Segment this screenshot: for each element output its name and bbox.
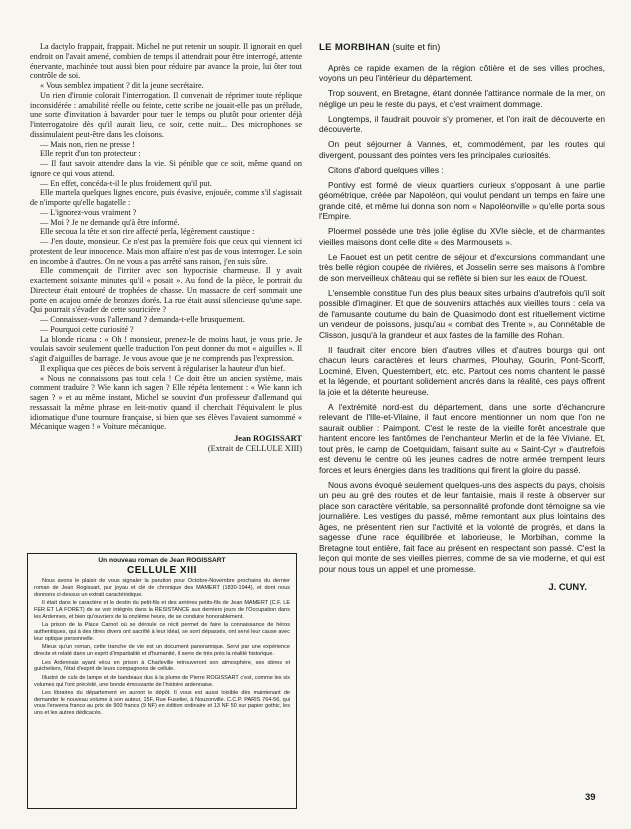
box-kicker: Un nouveau roman de Jean ROGISSART [98,557,226,564]
article-paragraph: Elle commençait de l'irriter avec son hypocrisie charmeuse. Il y avait exactement soixante minutes qu'il « posait ». Au fond de la pièce, le portrait du Directeur était entouré de trophées de chasse. Un massacre de cerf sommait une porte en acajou ornée de bronzes dorés. La rue était aussi silencieuse qu'une sape. Qui pourrait s'évader de cette souricière ? [30,266,302,315]
article-paragraph: L'ensemble constitue l'un des plus beaux sites urbains d'autrefois qu'il soit possible d'imaginer. Et que de souvenirs attachés aux vieilles tours : cela va de l'amusante coutume du bain de Quasimodo dont est rituellement victime un vendeur de poissons, jusqu'au « combat des Trente », au Connétable de Clisson, jusqu'à la grandeur et aux fastes de la famille des Rohan. [319,287,605,340]
article-paragraph: — J'en doute, monsieur. Ce n'est pas la première fois que ceux qui viennent ici protestent de leur innocence. Mais mon affaire n'est pas de vous interroger. Le soin en incombe à d'autres. On ne vous a pas arrêté sans raison, j'en suis sûre. [30,237,302,266]
box-paragraph: Nous avons le plaisir de vous signaler la parution pour Octobre-Novembre prochains du dernier roman de Jean Rogissart, pur joyau et clé de chronique des MAMERT (1830-1944), et dont nous donnons ci-dessus un extrait caractéristique. [34,578,290,598]
book-announcement-box [27,553,297,809]
article-subtitle: (suite et fin) [392,42,441,52]
box-paragraph: Les libraires du département en auront le dépôt. Il vous est aussi loisible dès maintenant de demander le nouveau volume à son auteur, 15F, Rue Fuselier, à Nouzonville. C.C.P. PARIS 764-56, qui vous l'enverra franco au prix de 900 francs (9 NF) en édition ordinaire et 13 NF 50 sur papier gothic, les uns et les autres dédicacés. [34,690,290,717]
signature-name: Jean ROGISSART [234,434,302,443]
article-paragraph: Il expliqua que ces pièces de bois servent à régulariser la hauteur d'un bief. [40,363,286,373]
article-paragraph: Longtemps, il faudrait pouvoir s'y promener, et l'on irait de découverte en découverte. [319,113,605,134]
left-article [30,42,302,454]
article-paragraph: — Pourquoi cette curiosité ? [40,324,134,334]
article-paragraph: Trop souvent, en Bretagne, étant donnée l'attirance normale de la mer, on néglige un peu le reste du pays, et c'est vraiment dommage. [319,88,605,109]
article-paragraph: Nous avons évoqué seulement quelques-uns des aspects du pays, choisis un peu au gré des routes et de leur fantaisie, mais il reste à observer sur place son caractère véritable, sa personnalité profonde dont témoigne sa vie journalière. Les vestiges du passé, même remontant aux plus lointains des âges, ne présentent rien sur l'activité et la volonté de progrès, et dans la sagesse d'une race équilibrée et laborieuse, le Morbihan, comme la Bretagne tout entière, fait face au présent en respectant son passé. C'est la leçon qui monte de ses vieilles pierres, comme de sa vie moderne, et qui est pour nous tous un appel et une promesse. [319,479,605,574]
article-paragraph: On peut séjourner à Vannes, et, commodément, par les routes qui divergent, poussant des pointes vers les principales curiosités. [319,139,605,160]
article-paragraph: La dactylo frappait, frappait. Michel ne put retenir un soupir. Il ignorait en quel endroit on l'avait amené, combien de temps il attendrait pour être interrogé, attente énervante, machinée tout aussi bien pour réduire par avance la proie, lui ôter tout contrôle de soi. [30,42,302,81]
article-paragraph: Elle martela quelques lignes encore, puis évasive, enjouée, comme s'il s'agissait de n'importe qu'elle bagatelle : [30,188,302,207]
article-paragraph: « Vous semblez impatient ? dit la jeune secrétaire. [40,81,204,90]
article-paragraph: Il faudrait citer encore bien d'autres villes et d'autres bourgs qui ont chacun leurs caractères et leurs charmes, Plouhay, Gourin, Pont-Scorff, Locminé, Elven, Questembert, etc. etc. Partout ces noms chantent le passé et la légende, et pourtant solidement ancrés dans la réalité, ces pays offrent la joie et la détente heureuse. [319,344,605,397]
article-paragraph: Elle secoua la tête et son rire affecté perla, légèrement caustique : [40,227,255,237]
article-paragraph: Le Faouet est un petit centre de séjour et d'excursions commandant une très belle région coupée de rivières, et Josselin serre ses maisons à l'ombre de son merveilleux château qui se reflète si bien sur les eaux de l'Ouest. [319,251,605,283]
box-title: CELLULE XIII [127,564,197,576]
article-paragraph: La blonde ricana : « Oh ! monsieur, prenez-le de moins haut, je vous prie. Je voulais savoir seulement quelle traduction l'on peut donner du mot « aiguilles ». Il s'agit d'aiguilles de barrage. Je vous avoue que je ne comprends pas l'expression. [30,334,302,363]
article-paragraph: Un rien d'ironie colorait l'interrogation. Il convenait de réprimer toute réplique inconsidérée : amabilité réelle ou feinte, cette scribe ne jouait-elle pas un prélude, une sorte d'invitation à bavarder pour tuer le temps ou plutôt pour orienter déjà l'interrogatoire dès qu'il aurait lieu, ce soir, cette nuit... Des microphones se dissimulaient peut-être dans les cloisons. [30,90,302,139]
article-paragraph: — En effet, concéda-t-il le plus froidement qu'il put. [40,178,212,188]
box-paragraph: Mieux qu'un roman, cette tranche de vie est un document panoramique. Servi par une expérience directe et relaté dans un esprit d'impartialité et d'humanité, il serre de très près la réalité historique. [34,644,290,657]
article-paragraph: — Il faut savoir attendre dans la vie. Si pénible que ce soit, même quand on ignore ce qui vous attend. [30,159,302,178]
signature-source: (Extrait de CELLULE XIII) [207,444,302,453]
article-paragraph: — Mais non, rien ne presse ! [40,139,135,149]
article-paragraph: Pontivy est formé de vieux quartiers curieux s'opposant à une partie géométrique, créée par Napoléon, qui voulut pendant un temps en faire une grande cité, et même lui donna son nom « Napoléonville » qu'elle porta sous l'Empire. [319,179,605,221]
box-paragraph: Illustré de culs de lampe et de bandeaux dus à la plume de Pierre ROGISSART c'est, comme les six volumes qui l'ont précédé, une bonde émouvante de l'histoire ardennaise. [34,674,290,688]
article-paragraph: — L'ignorez-vous vraiment ? [40,207,137,217]
article-heading [319,42,605,54]
article-paragraph: Citons d'abord quelques villes : [328,164,444,175]
article-paragraph: Elle reprit d'un ton protecteur : [40,149,141,159]
article-paragraph: A l'extrémité nord-est du département, dans une sorte d'échancrure relevant de l'Ille-et-Vilaine, il faut encore mentionner un nom que l'on ne saurait oublier : Paimpont. C'est le reste de la vieille forêt ancestrale que hantent encore les fantômes de l'enchanteur Merlin et de la fée Viviane. Et, tout près, le camp de Coetquidam, faisant suite au « Saint-Cyr » d'autrefois est devenu le centre où les jeunes cadres de notre armée trempent leurs forces et leurs énergies dans les traditions qui firent la gloire du passé. [319,401,605,475]
article-paragraph: — Moi ? Je ne demande qu'à être informé. [40,217,180,227]
box-paragraph: La prison de la Place Carnot où se déroule ce récit permet de faire la connaissance de héros authentiques, qui à des titres divers ont sacrifié à leur idéal, se sont dépassés, ont servi leur cause avec leur optique personnelle. [34,622,290,642]
article-paragraph: Après ce rapide examen de la région côtière et de ses villes proches, voyons un peu l'intérieur du département. [319,62,605,83]
article-author: J. CUNY. [548,581,587,592]
box-paragraph: Les Ardennais ayant vécu en prison à Charleville retrouveront son atmosphère, ses sbires et guichetiers, l'état d'esprit de leurs compagnons de cellule. [34,659,290,673]
right-article [319,42,605,593]
box-paragraph: Il était dans le caractère et le destin du petit-fils et des arrières petits-fils de Jean MAMERT (C.F. LE FER ET LA FORET) de se voir intégrés dans la RESISTANCE aux derniers jours de l'Occupation dans les Ardennes, et bien qu'ouvriers de la onzième heure, de se conduire honorablement. [34,600,290,620]
article-paragraph: — Connaissez-vous l'allemand ? demanda-t-elle brusquement. [40,315,245,324]
article-paragraph: « Nous ne connaissons pas tout cela ! Ce doit être un ancien système, mais comment traduire ? Wie kann ich sagen ? Elle répéta lentement : « Wie kann ich sagen ? » et au même instant, Michel se souvint d'un professeur d'allemand qui ressassait la même phrase en leit-motiv quand il cherchait l'équivalent le plus idiomatique d'une tournure française, si bien que ses élèves l'avaient surnommé « Mécanique wagen ! » Voiture mécanique. [30,373,302,432]
article-paragraph: Ploermel possède une très jolie église du XVIe siècle, et de charmantes vieilles maisons dont celle dite « des Marmousets ». [319,226,605,247]
article-title: LE MORBIHAN [319,42,390,53]
page-number: 39 [585,792,596,803]
article-signature [30,434,302,454]
